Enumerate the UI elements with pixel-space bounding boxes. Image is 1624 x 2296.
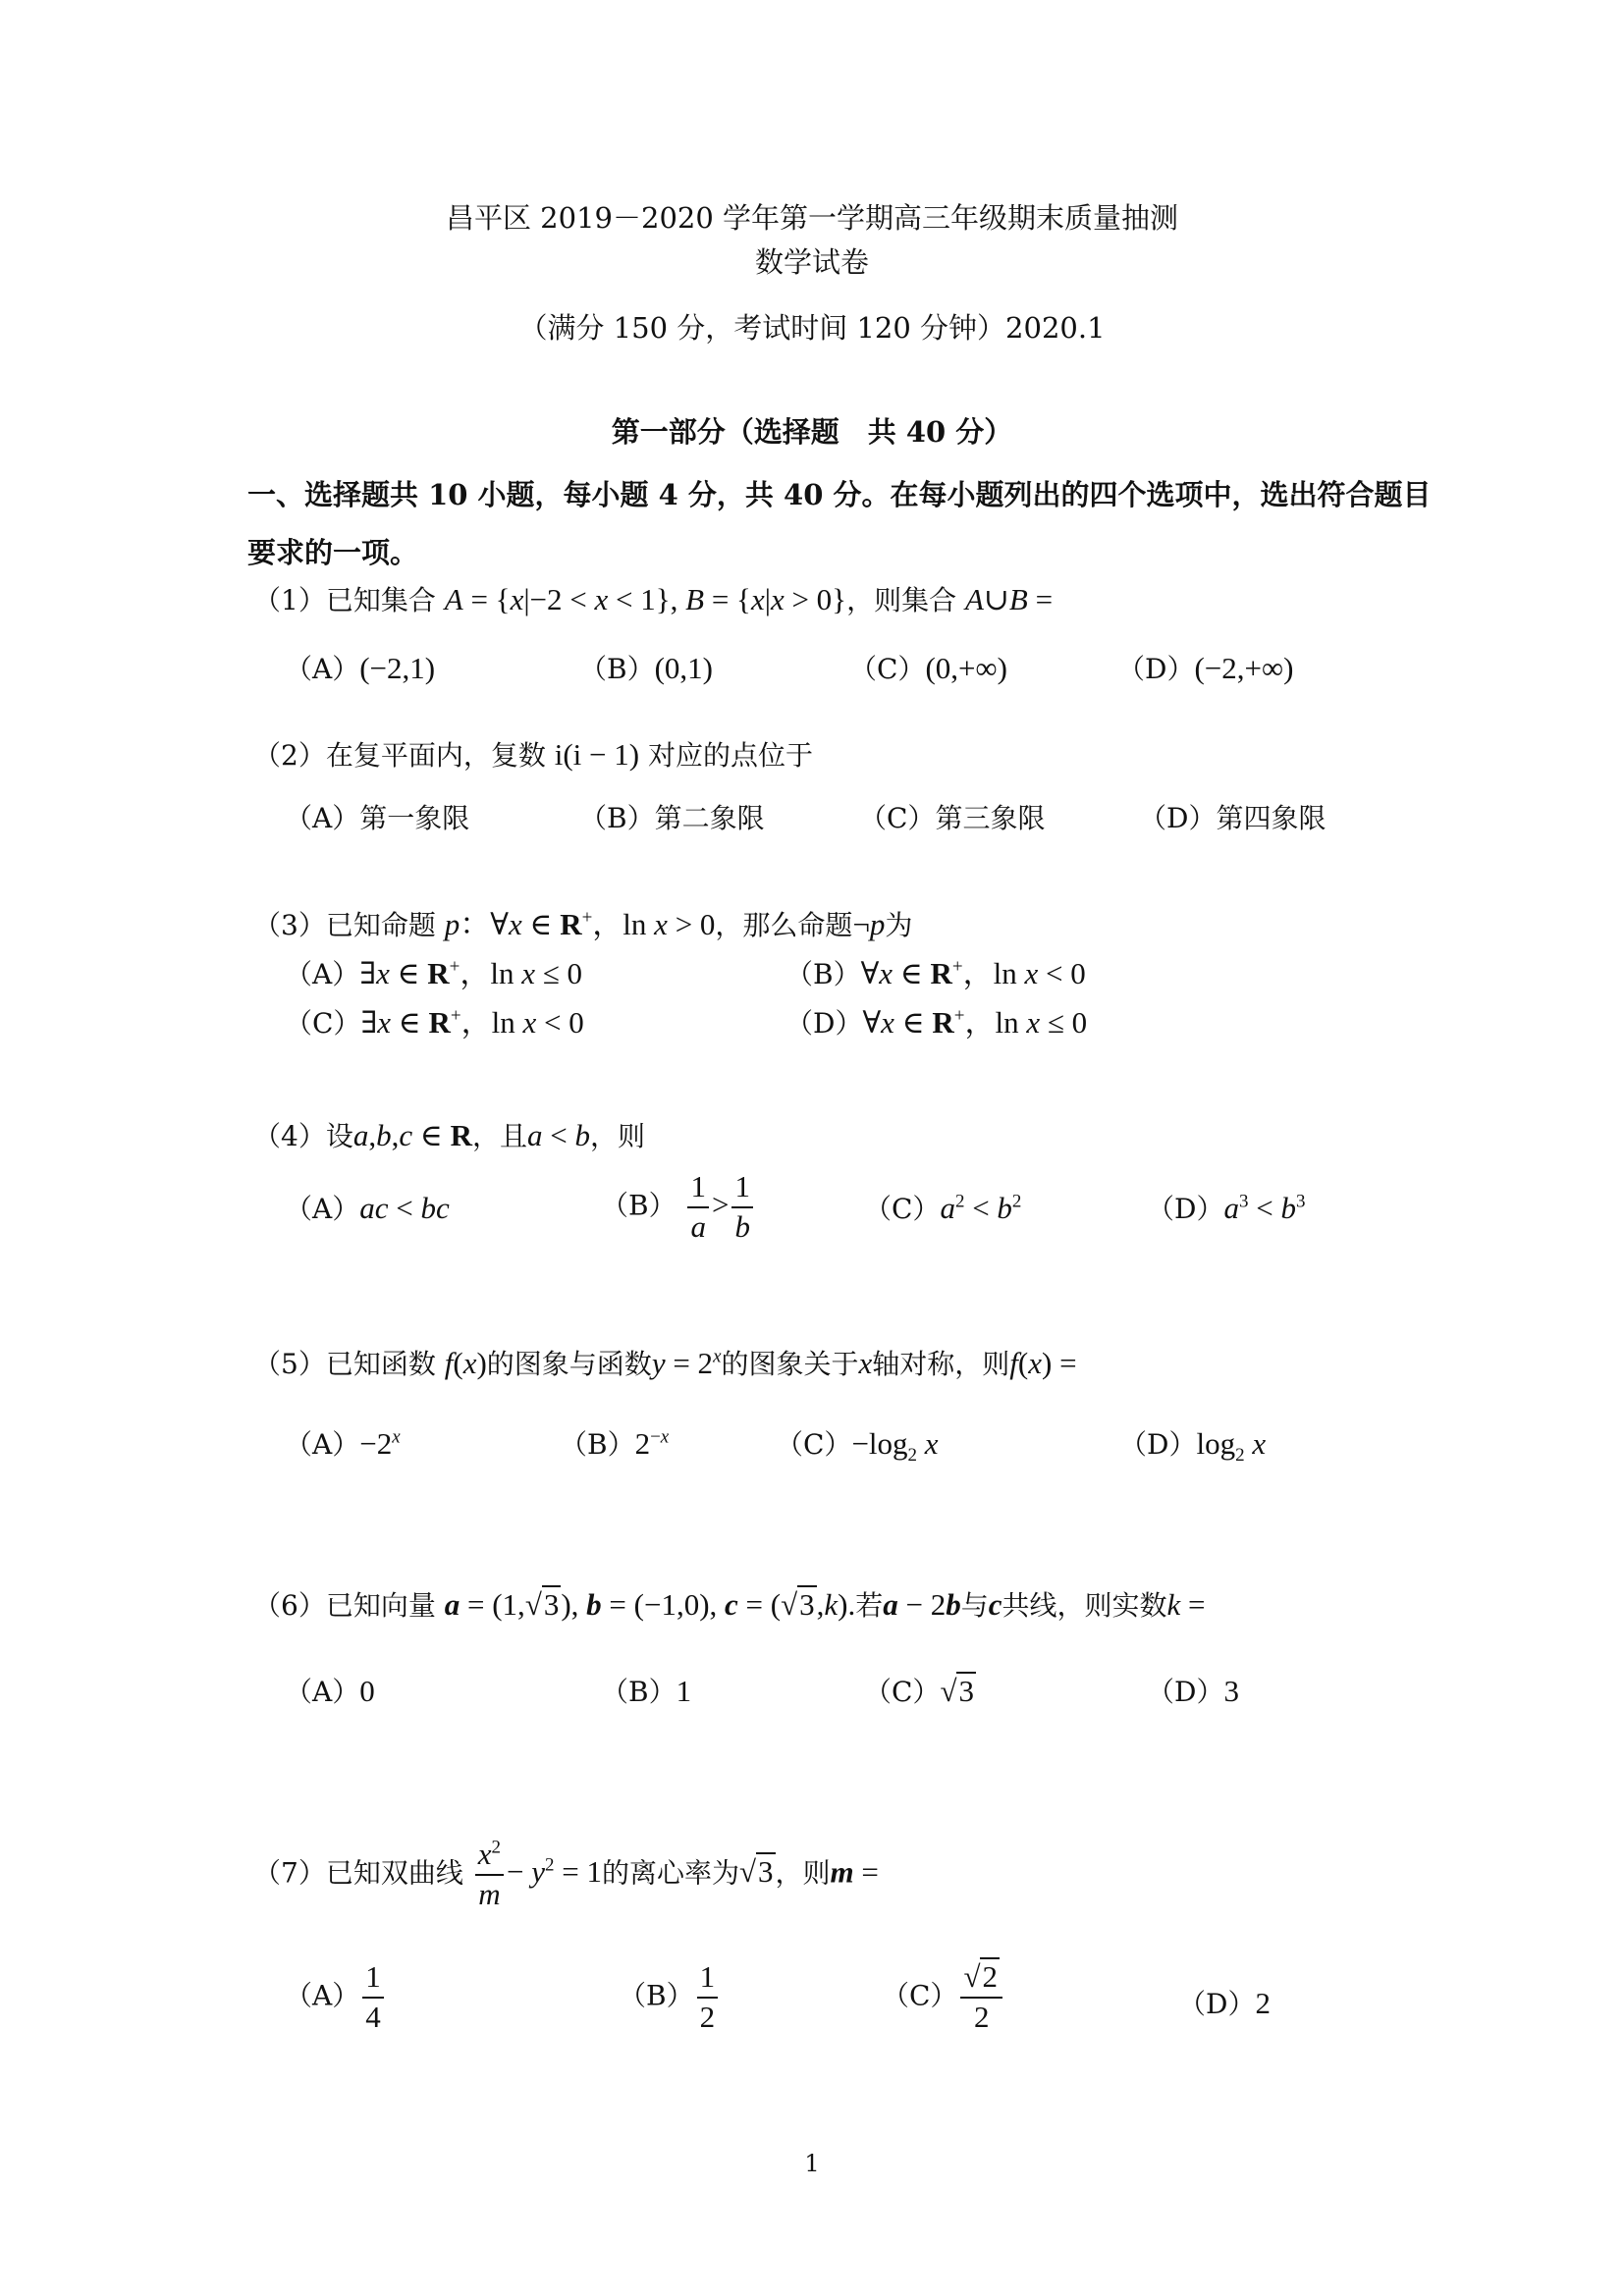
union-expression: A∪B =	[965, 582, 1054, 616]
exam-title: 昌平区 2019－2020 学年第一学期高三年级期末质量抽测	[445, 201, 1179, 235]
option-b: （B）第二象限	[579, 802, 765, 834]
question-text: 设	[325, 1120, 353, 1152]
question-text: 在复平面内，复数	[325, 739, 546, 772]
question-number: （4）	[253, 1120, 326, 1152]
question-text: 已知向量	[325, 1589, 436, 1622]
option-d: （D）第四象限	[1139, 802, 1326, 834]
option-b: （B）(0,1)	[579, 651, 713, 685]
option-c: （C）(0,+∞)	[849, 651, 1007, 685]
question-number: （5）	[253, 1348, 326, 1380]
option-b: $(B)2^{-x}$	[560, 1426, 670, 1461]
question-text: 已知函数	[325, 1348, 436, 1380]
question-5: （5）已知函数 f(x)的图象与函数$y = 2^x$的图象关于x轴对称，则f(x) =	[253, 1346, 1077, 1380]
proposition: p：∀x ∈ R+，ln x > 0	[444, 907, 716, 941]
exam-info: （满分 150 分，考试时间 120 分钟）2020.1	[518, 311, 1106, 345]
option-c: （C）第三象限	[859, 802, 1046, 834]
question-number: （2）	[253, 739, 326, 772]
set-expression: A = {x|−2 < x < 1}, B = {x|x > 0}	[444, 582, 847, 616]
question-3: （3）已知命题 p：∀x ∈ R+，ln x > 0，那么命题¬p为	[253, 907, 913, 941]
question-text: 已知集合	[325, 584, 436, 616]
question-tail: ，则集合	[846, 584, 957, 616]
section-instructions-cont: 要求的一项。	[247, 536, 419, 569]
option-d: （D）2	[1178, 1986, 1271, 2020]
option-d: $(D)a^3 < b^3$	[1147, 1191, 1306, 1225]
question-text: 已知双曲线	[325, 1856, 463, 1890]
option-a: （A）0	[285, 1674, 375, 1708]
question-number: （7）	[253, 1856, 326, 1890]
option-c: （C）√3	[864, 1674, 974, 1708]
question-7: （7）已知双曲线 $\frac{x^2}{m}$ − $y^2 = 1$的离心率为√3，则m =	[253, 1837, 879, 1911]
option-d: $(D)\log_2$ x	[1119, 1426, 1267, 1467]
option-c: $(C)-\log_2$ x	[776, 1426, 939, 1467]
option-d: （D）∀x ∈ R+，ln x ≤ 0	[785, 1005, 1088, 1040]
option-b: （B）∀x ∈ R+，ln x < 0	[785, 956, 1086, 990]
exam-subtitle: 数学试卷	[754, 245, 869, 279]
question-1	[253, 579, 1053, 618]
option-c: $(C)a^2 < b^2$	[864, 1191, 1022, 1225]
option-c: （C）∃x ∈ R+，ln x < 0	[285, 1005, 584, 1040]
question-tail: 对应的点位于	[648, 739, 814, 772]
question-number: （1）	[253, 584, 326, 616]
page-number: 1	[804, 2150, 820, 2177]
question-6: （6）已知向量 a = (1,√3), b = (−1,0), c = (√3,k).若a − 2b与c共线，则实数k =	[253, 1587, 1206, 1622]
question-number: （3）	[253, 909, 326, 941]
option-a: （A） $\frac{1}{4}$	[285, 1958, 387, 2037]
question-tail-2: ，则	[589, 1120, 645, 1152]
section-instructions: 一、选择题共 10 小题，每小题 4 分，共 40 分。在每小题列出的四个选项中，选出符合题目	[247, 478, 1432, 511]
option-a: （A）∃x ∈ R+，ln x ≤ 0	[285, 956, 583, 990]
option-a: （A）(−2,1)	[285, 651, 436, 685]
part-heading: 第一部分（选择题 共 40 分）	[611, 415, 1013, 449]
option-b: （B） $\frac{1}{2}$	[619, 1958, 721, 2037]
option-b: （B） $\frac{1}{a}$ > $\frac{1}{b}$	[601, 1168, 756, 1247]
question-text: 已知命题	[325, 909, 436, 941]
option-b: （B）1	[601, 1674, 692, 1708]
complex-expression: i(i − 1)	[554, 737, 640, 772]
option-a: $(A)-2^x$	[285, 1426, 401, 1461]
question-tail-2: 为	[885, 909, 913, 941]
option-a: （A）ac < bc	[285, 1191, 450, 1225]
option-a: （A）第一象限	[285, 802, 470, 834]
question-tail: ，且	[471, 1120, 527, 1152]
option-d: （D）(−2,+∞)	[1117, 651, 1294, 685]
question-number: （6）	[253, 1589, 326, 1622]
option-c: （C） $\frac{√2}{2}$	[882, 1958, 1005, 2037]
question-4: （4）设a,b,c ∈ R，且a < b，则	[253, 1118, 645, 1152]
option-d: （D）3	[1147, 1674, 1239, 1708]
question-2	[253, 734, 813, 774]
question-tail: ，那么命题	[715, 909, 853, 941]
